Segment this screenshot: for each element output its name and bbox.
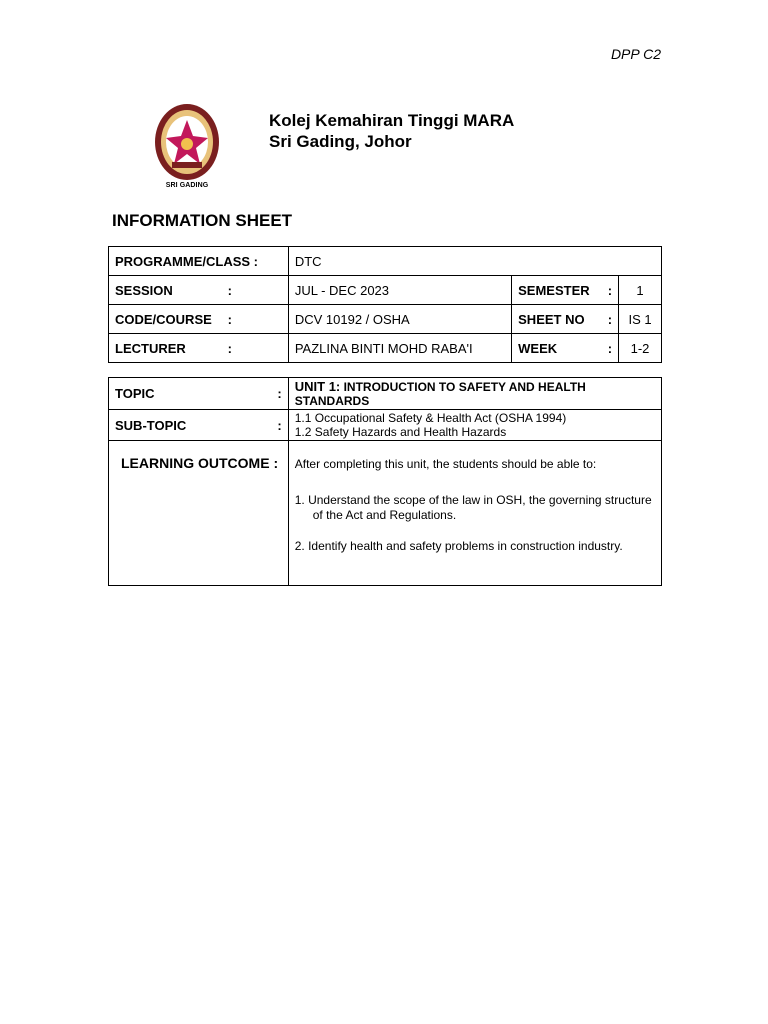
week-label: WEEK [518, 340, 558, 356]
sheet-value: IS 1 [619, 305, 662, 334]
list-item: 1. Understand the scope of the law in OSH, the governing structure of the Act and Regulations. [294, 493, 652, 522]
colon: : [227, 282, 232, 298]
sheet-label: SHEET NO [518, 311, 585, 327]
topic-value [288, 378, 661, 410]
code-value: DCV 10192 / OSHA [288, 305, 511, 334]
code-label: CODE/COURSE [115, 311, 212, 327]
table-row [109, 441, 662, 586]
colon: : [277, 386, 282, 401]
programme-value: DTC [288, 247, 661, 276]
list-item: 1.2 Safety Hazards and Health Hazards [294, 425, 507, 439]
institution-crest-icon [150, 102, 224, 184]
programme-label: PROGRAMME/CLASS : [109, 247, 289, 276]
code-label-cell [109, 305, 289, 334]
table-row [109, 247, 662, 276]
learning-outcome-label: LEARNING OUTCOME : [109, 441, 289, 586]
colon: : [227, 340, 232, 356]
subtopic-label-cell [109, 410, 289, 441]
sheet-title: INFORMATION SHEET [112, 211, 293, 230]
colon: : [227, 311, 232, 327]
session-label-cell [109, 276, 289, 305]
info-table [108, 246, 662, 363]
list-item: 1.1 Occupational Safety & Health Act (OSHA 1994) [294, 411, 567, 425]
colon: : [607, 311, 613, 327]
lecturer-value: PAZLINA BINTI MOHD RABA'I [288, 334, 511, 363]
sheet-label-cell [512, 305, 619, 334]
colon: : [607, 340, 613, 356]
semester-label-cell [512, 276, 619, 305]
topic-table [108, 377, 662, 586]
lecturer-label: LECTURER [115, 340, 186, 356]
week-label-cell [512, 334, 619, 363]
table-row [109, 378, 662, 410]
institution-name-line2: Sri Gading, Johor [269, 132, 412, 151]
semester-value: 1 [619, 276, 662, 305]
session-label: SESSION [115, 282, 173, 298]
topic-text: INTRODUCTION TO SAFETY AND HEALTH STANDARDS [294, 379, 586, 408]
institution-name [269, 110, 514, 152]
learning-outcome-intro: After completing this unit, the students should be able to: [294, 457, 597, 471]
subtopic-label: SUB-TOPIC [115, 417, 187, 433]
session-value: JUL - DEC 2023 [288, 276, 511, 305]
colon: : [607, 282, 613, 298]
topic-label-cell [109, 378, 289, 410]
semester-label: SEMESTER [518, 282, 590, 298]
table-row [109, 410, 662, 441]
learning-outcome-content [288, 441, 661, 586]
institution-name-line1: Kolej Kemahiran Tinggi MARA [269, 111, 515, 130]
table-row [109, 305, 662, 334]
document-code: DPP C2 [610, 46, 661, 62]
colon: : [277, 417, 282, 433]
week-value: 1-2 [619, 334, 662, 363]
logo-caption: SRI GADING [165, 182, 209, 189]
table-row [109, 334, 662, 363]
subtopic-list [288, 410, 661, 441]
topic-unit: UNIT 1: [294, 378, 341, 394]
list-item: 2. Identify health and safety problems in construction industry. [294, 539, 623, 553]
table-row [109, 276, 662, 305]
topic-label: TOPIC [115, 386, 155, 401]
lecturer-label-cell [109, 334, 289, 363]
